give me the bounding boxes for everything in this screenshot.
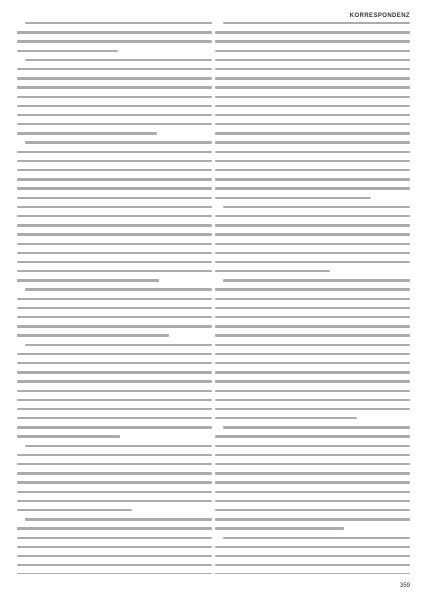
text-line [17, 307, 212, 309]
text-line [215, 454, 410, 456]
text-line [17, 564, 212, 566]
text-line [223, 206, 410, 208]
text-line [17, 233, 212, 235]
text-line [25, 141, 212, 143]
text-line [215, 50, 410, 52]
text-line [17, 454, 212, 456]
text-line [17, 555, 212, 557]
text-line [17, 279, 159, 281]
text-line [17, 408, 212, 410]
text-paragraph [215, 426, 410, 529]
text-line [17, 380, 212, 382]
text-line [17, 435, 120, 437]
text-line [25, 22, 212, 24]
text-line [17, 169, 212, 171]
text-line [223, 279, 410, 281]
text-line [223, 22, 410, 24]
text-line [17, 573, 212, 574]
text-line [17, 500, 212, 502]
text-line [215, 31, 410, 33]
text-line [17, 114, 212, 116]
text-line [215, 362, 410, 364]
text-line [215, 59, 410, 61]
text-line [215, 509, 410, 511]
text-line [17, 252, 212, 254]
text-line [215, 298, 410, 300]
text-line [17, 491, 212, 493]
text-line [215, 187, 410, 189]
text-line [215, 573, 410, 574]
text-line [215, 77, 410, 79]
text-line [17, 316, 212, 318]
text-line [17, 187, 212, 189]
text-line [223, 426, 410, 428]
text-line [215, 463, 410, 465]
text-line [215, 518, 410, 520]
text-line [17, 261, 212, 263]
text-line [215, 243, 410, 245]
text-line [25, 59, 212, 61]
text-line [17, 353, 212, 355]
text-line [17, 160, 212, 162]
text-line [25, 344, 212, 346]
text-line [215, 334, 410, 336]
text-line [215, 151, 410, 153]
text-line [215, 325, 410, 327]
text-line [215, 132, 410, 134]
text-line [17, 371, 212, 373]
text-line [215, 353, 410, 355]
text-line [215, 178, 410, 180]
text-line [215, 500, 410, 502]
text-line [215, 169, 410, 171]
text-line [17, 509, 132, 511]
text-line [215, 481, 410, 483]
text-line [215, 472, 410, 474]
text-paragraph [215, 206, 410, 273]
text-line [215, 316, 410, 318]
text-line [215, 527, 344, 529]
text-line [215, 123, 410, 125]
text-line [25, 445, 212, 447]
text-line [223, 537, 410, 539]
text-line [17, 390, 212, 392]
text-paragraph [17, 518, 212, 574]
text-line [17, 105, 212, 107]
text-line [17, 527, 212, 529]
text-line [17, 417, 212, 419]
text-line [215, 86, 410, 88]
text-line [215, 380, 410, 382]
text-line [215, 224, 410, 226]
text-line [17, 40, 212, 42]
text-column-left [17, 22, 212, 574]
text-line [17, 224, 212, 226]
text-line [17, 243, 212, 245]
text-line [17, 123, 212, 125]
text-line [215, 417, 357, 419]
text-line [17, 77, 212, 79]
text-line [17, 132, 157, 134]
text-line [17, 197, 212, 199]
text-line [215, 555, 410, 557]
text-line [17, 298, 212, 300]
text-line [215, 215, 410, 217]
text-line [215, 408, 410, 410]
text-line [17, 362, 212, 364]
text-line [17, 215, 212, 217]
text-line [17, 546, 212, 548]
text-line [215, 141, 410, 143]
text-line [17, 178, 212, 180]
text-line [17, 426, 212, 428]
text-paragraph [17, 141, 212, 281]
text-line [215, 197, 371, 199]
text-line [17, 151, 212, 153]
text-line [215, 252, 410, 254]
text-line [17, 31, 212, 33]
text-paragraph [17, 344, 212, 438]
text-line [215, 288, 410, 290]
text-line [215, 68, 410, 70]
text-line [17, 86, 212, 88]
text-line [17, 472, 212, 474]
text-paragraph [17, 22, 212, 52]
text-line [215, 390, 410, 392]
page-number: 359 [399, 583, 410, 589]
text-paragraph [215, 279, 410, 419]
text-line [17, 537, 212, 539]
text-line [215, 233, 410, 235]
text-line [215, 96, 410, 98]
text-line [215, 491, 410, 493]
text-line [17, 325, 212, 327]
text-line [215, 344, 410, 346]
text-line [17, 463, 212, 465]
text-line [215, 40, 410, 42]
text-line [17, 96, 212, 98]
text-line [17, 399, 212, 401]
text-line [215, 546, 410, 548]
text-line [215, 564, 410, 566]
text-line [215, 105, 410, 107]
text-line [215, 445, 410, 447]
text-line [17, 334, 169, 336]
text-paragraph [215, 537, 410, 575]
text-line [215, 399, 410, 401]
text-paragraph [215, 22, 410, 199]
text-paragraph [17, 59, 212, 135]
text-line [215, 160, 410, 162]
text-line [17, 270, 212, 272]
text-line [215, 261, 410, 263]
text-line [25, 518, 212, 520]
text-line [215, 435, 410, 437]
text-line [17, 68, 212, 70]
text-line [17, 481, 212, 483]
running-header: KORRESPONDENZ [349, 13, 410, 19]
text-line [215, 270, 330, 272]
text-paragraph [17, 445, 212, 512]
text-line [25, 288, 212, 290]
text-line [17, 206, 212, 208]
text-line [215, 371, 410, 373]
text-paragraph [17, 288, 212, 336]
text-line [215, 307, 410, 309]
text-line [17, 50, 118, 52]
text-column-right [215, 22, 410, 574]
text-line [215, 114, 410, 116]
